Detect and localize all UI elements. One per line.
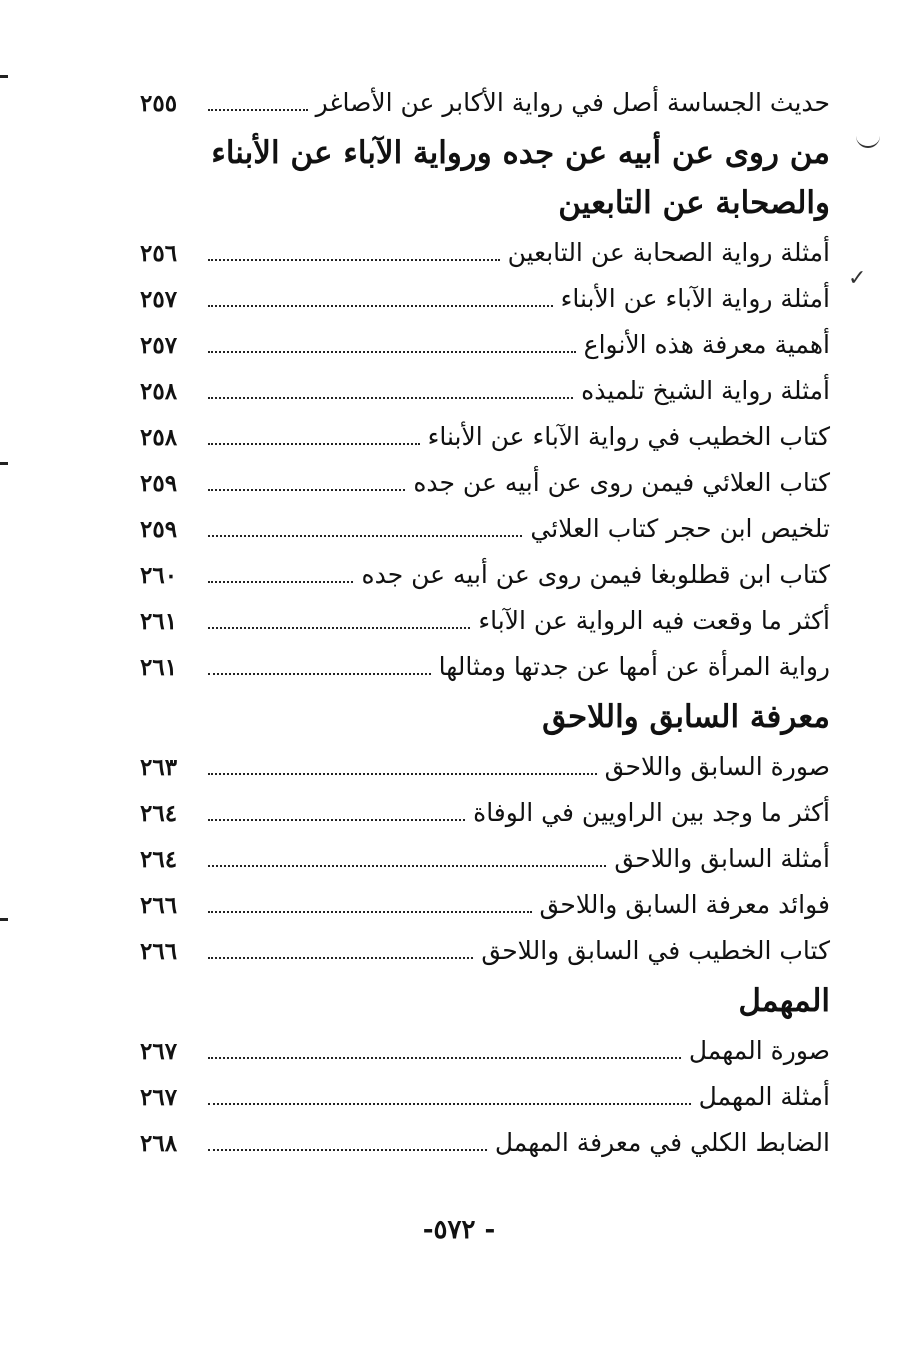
leader-dots xyxy=(208,909,532,913)
entry-page-number: ٢٥٧ xyxy=(140,332,178,359)
page-number-footer: - ٥٧٢- xyxy=(422,1215,496,1245)
toc-entry xyxy=(140,1120,830,1166)
leader-dots xyxy=(208,257,500,261)
scan-edge-mark xyxy=(0,462,8,465)
entry-page-number: ٢٦٧ xyxy=(140,1084,178,1111)
section-heading: معرفة السابق واللاحق xyxy=(542,699,830,735)
toc-entry xyxy=(140,598,830,644)
leader-dots xyxy=(208,533,522,537)
entry-title: حديث الجساسة أصل في رواية الأكابر عن الأصاغر xyxy=(315,88,830,117)
toc-entry xyxy=(140,1028,830,1074)
toc-entry xyxy=(140,928,830,974)
table-of-contents xyxy=(140,80,830,1166)
entry-title: تلخيص ابن حجر كتاب العلائي xyxy=(530,514,830,543)
leader-dots xyxy=(208,487,405,491)
entry-title: أكثر ما وقعت فيه الرواية عن الآباء xyxy=(478,606,830,635)
scan-edge-mark xyxy=(0,75,8,78)
toc-entry xyxy=(140,882,830,928)
entry-title: أكثر ما وجد بين الراويين في الوفاة xyxy=(473,798,830,827)
toc-entry xyxy=(140,230,830,276)
entry-page-number: ٢٦١ xyxy=(140,608,178,635)
leader-dots xyxy=(208,579,353,583)
entry-title: كتاب الخطيب في رواية الآباء عن الأبناء xyxy=(427,422,830,451)
leader-dots xyxy=(208,771,597,775)
leader-dots xyxy=(208,107,308,111)
entry-page-number: ٢٥٥ xyxy=(140,90,178,117)
toc-entry xyxy=(140,414,830,460)
entry-title: رواية المرأة عن أمها عن جدتها ومثالها xyxy=(438,652,830,681)
entry-page-number: ٢٦٣ xyxy=(140,754,178,781)
entry-page-number: ٢٦٦ xyxy=(140,892,178,919)
toc-entry xyxy=(140,460,830,506)
toc-entry xyxy=(140,80,830,126)
leader-dots xyxy=(208,1147,487,1151)
entry-page-number: ٢٦١ xyxy=(140,654,178,681)
toc-entry xyxy=(140,276,830,322)
toc-entry xyxy=(140,368,830,414)
entry-page-number: ٢٥٩ xyxy=(140,516,178,543)
entry-title: صورة المهمل xyxy=(688,1036,830,1065)
entry-page-number: ٢٥٩ xyxy=(140,470,178,497)
entry-title: أمثلة المهمل xyxy=(698,1082,830,1111)
leader-dots xyxy=(208,441,420,445)
entry-title: أمثلة رواية الآباء عن الأبناء xyxy=(560,284,830,313)
entry-title: الضابط الكلي في معرفة المهمل xyxy=(494,1128,830,1157)
leader-dots xyxy=(208,1101,691,1105)
leader-dots xyxy=(208,817,465,821)
leader-dots xyxy=(208,671,431,675)
leader-dots xyxy=(208,303,553,307)
entry-title: أمثلة رواية الصحابة عن التابعين xyxy=(507,238,830,267)
entry-title: أمثلة السابق واللاحق xyxy=(614,844,830,873)
toc-entry xyxy=(140,1074,830,1120)
toc-entry xyxy=(140,836,830,882)
entry-page-number: ٢٦٤ xyxy=(140,846,178,873)
toc-entry xyxy=(140,644,830,690)
entry-title: كتاب العلائي فيمن روى عن أبيه عن جده xyxy=(413,468,830,497)
entry-title: كتاب الخطيب في السابق واللاحق xyxy=(481,936,830,965)
entry-page-number: ٢٥٧ xyxy=(140,286,178,313)
entry-page-number: ٢٦٧ xyxy=(140,1038,178,1065)
entry-page-number: ٢٥٨ xyxy=(140,424,178,451)
section-heading: من روى عن أبيه عن جده ورواية الآباء عن الأبناء والصحابة عن التابعين xyxy=(211,135,830,221)
leader-dots xyxy=(208,625,470,629)
toc-entry xyxy=(140,790,830,836)
toc-entry xyxy=(140,322,830,368)
margin-pen-mark xyxy=(856,132,880,148)
entry-page-number: ٢٦٨ xyxy=(140,1130,178,1157)
scan-edge-mark xyxy=(0,918,8,921)
toc-entry xyxy=(140,552,830,598)
entry-page-number: ٢٦٦ xyxy=(140,938,178,965)
entry-page-number: ٢٦٠ xyxy=(140,562,178,589)
leader-dots xyxy=(208,955,473,959)
entry-title: كتاب ابن قطلوبغا فيمن روى عن أبيه عن جده xyxy=(361,560,830,589)
checkmark-icon: ✓ xyxy=(848,266,867,291)
entry-title: فوائد معرفة السابق واللاحق xyxy=(539,890,830,919)
entry-page-number: ٢٥٦ xyxy=(140,240,178,267)
entry-title: أهمية معرفة هذه الأنواع xyxy=(583,330,830,359)
entry-page-number: ٢٥٨ xyxy=(140,378,178,405)
toc-entry xyxy=(140,506,830,552)
entry-title: صورة السابق واللاحق xyxy=(604,752,830,781)
section-heading: المهمل xyxy=(738,983,830,1019)
leader-dots xyxy=(208,349,576,353)
entry-page-number: ٢٦٤ xyxy=(140,800,178,827)
leader-dots xyxy=(208,1055,681,1059)
leader-dots xyxy=(208,395,573,399)
toc-entry xyxy=(140,744,830,790)
leader-dots xyxy=(208,863,606,867)
entry-title: أمثلة رواية الشيخ تلميذه xyxy=(581,376,830,405)
